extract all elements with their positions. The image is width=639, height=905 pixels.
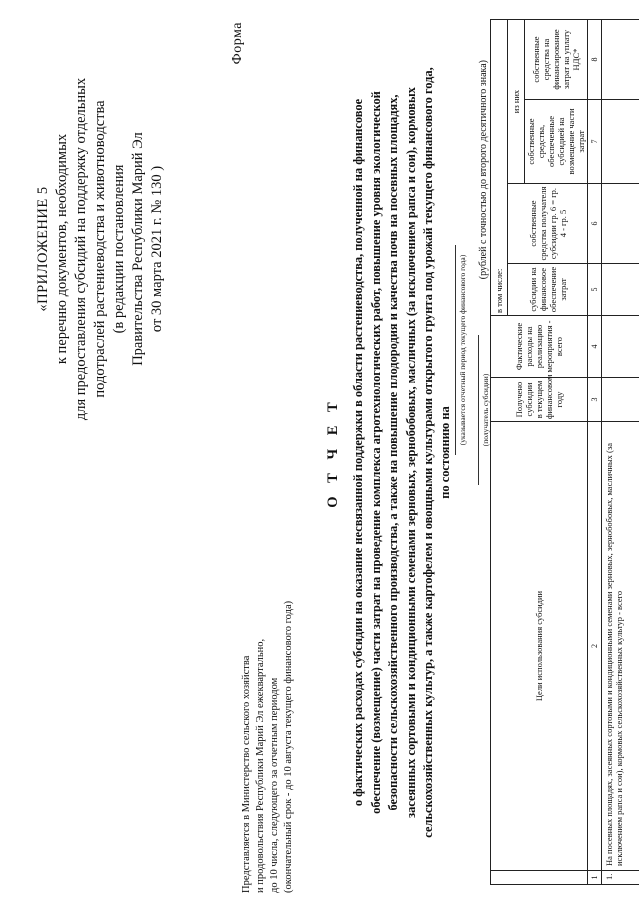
header-received: Получено субсидии в текущем финансовом году	[491, 378, 588, 422]
col-number: 4	[588, 316, 602, 378]
as-of-hint: (указывается отчетный период текущего финансового года)	[458, 254, 467, 446]
report-subject: о фактических расходах субсидии на оказание несвязанной поддержки в области растениеводства, полученной на финансовое обеспечение (возмещение) части затрат на проведение комплекса агротехнологических работ, повышение уровня экологической безопасности сельскохозяйственного производства, а также на повышение плодородия и качества почв на посевных площадях, засеянных сортовыми и кондиционными семенами зерновых, зернобобовых, масличных (за исключением рапса и сои), кормовых сельскохозяйственных культур, а также картофелем и овощными культурами открытого грунта под урожай текущего финансового года,	[351, 67, 435, 838]
report-table	[490, 19, 639, 885]
form-label: Форма	[230, 22, 245, 65]
header-own-compensation: собственные средства, обеспеченные субсидией на возмещение части затрат	[525, 100, 588, 184]
recipient-hint: (получатель субсидии)	[481, 373, 490, 447]
value-cell[interactable]	[602, 184, 639, 264]
appendix-line: для предоставления субсидий на поддержку отдельных	[73, 77, 89, 421]
as-of-fill-line[interactable]	[455, 245, 456, 455]
header-actual-total: Фактические расходы на реализацию мероприятия - всего	[491, 316, 588, 378]
value-cell[interactable]	[602, 20, 639, 100]
col-number: 8	[588, 20, 602, 100]
appendix-header	[34, 24, 167, 474]
header-own-vat: собственные средства на финансирование затрат на уплату НДС*	[525, 20, 588, 100]
header-goal: Цели использования субсидии	[491, 422, 588, 871]
col-number: 6	[588, 184, 602, 264]
col-number: 7	[588, 100, 602, 184]
submission-note: Представляется в Министерство сельского хозяйства и продовольствия Республики Марий Эл ежеквартально, до 10 числа, следующего за отчетным периодом (окончательный срок - до 10 августа текущего финансового года)	[241, 600, 294, 893]
value-cell[interactable]	[602, 316, 639, 378]
appendix-line: Правительства Республики Марий Эл	[130, 132, 146, 366]
header-own-funds: собственные средства получателя субсидии гр. 6 = гр. 4 - гр. 5	[508, 184, 588, 264]
appendix-line: подотраслей растениеводства и животноводства	[92, 100, 108, 398]
table-row	[602, 20, 639, 885]
decree-number: 130	[149, 174, 165, 197]
value-cell[interactable]	[602, 378, 639, 422]
value-cell[interactable]	[602, 264, 639, 316]
header-including: в том числе:	[491, 20, 508, 316]
row-number: 1.	[602, 871, 639, 885]
col-number: 3	[588, 378, 602, 422]
col-number: 2	[588, 422, 602, 871]
col-number: 5	[588, 264, 602, 316]
value-cell[interactable]	[602, 100, 639, 184]
row-goal-text: На посевных площадях, засеянных сортовыми и кондиционными семенами зерновых, зернобобовых, масличных (за исключением рапса и сои), кормовых сельскохозяйственных культур - всего	[602, 422, 639, 871]
report-title: О Т Ч Е Т	[325, 397, 341, 508]
appendix-line: (в редакции постановления	[111, 164, 127, 334]
decree-day: 30	[149, 300, 165, 316]
appendix-line: к перечню документов, необходимых	[54, 133, 70, 365]
as-of-label: по состоянию на	[438, 406, 452, 499]
recipient-fill-line[interactable]	[478, 335, 479, 485]
col-number: 1	[588, 871, 602, 885]
decree-date: от 30 марта 2021 г. № 130 )	[149, 165, 165, 333]
header-of-which: из них	[508, 20, 525, 184]
appendix-title: «ПРИЛОЖЕНИЕ 5	[35, 186, 51, 312]
units-note: (рублей с точностью до второго десятичного знака)	[478, 60, 489, 280]
header-subsidy: субсидии на финансовое обеспечение затрат	[508, 264, 588, 316]
header-cell-number	[491, 871, 588, 885]
